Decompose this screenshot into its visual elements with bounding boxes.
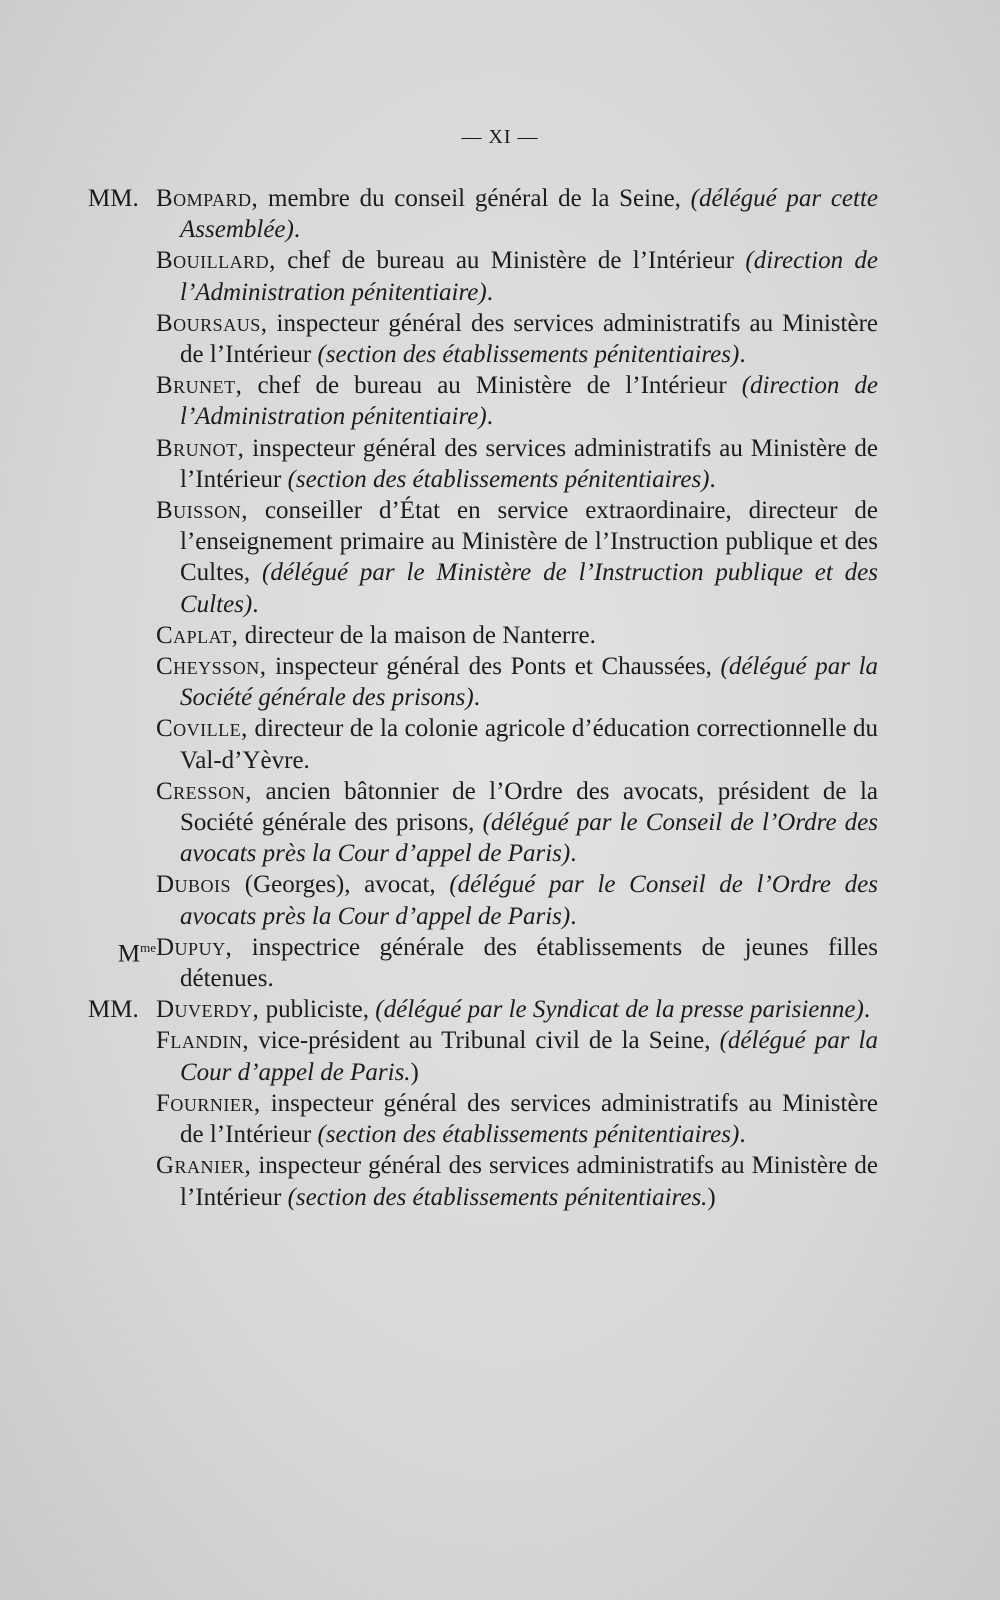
delegation-note: (délégué par le Conseil de l’Ordre des avocats près la Cour d’appel de Paris) bbox=[180, 809, 878, 868]
member-role: directeur de la colonie agricole d’éducation correctionnelle du Val-d’Yèvre. bbox=[180, 715, 878, 774]
member-role: directeur de la maison de Nanterre. bbox=[238, 621, 596, 649]
member-name: Dupuy, bbox=[156, 933, 233, 961]
punctuation: ) bbox=[707, 1183, 716, 1211]
member-role: inspecteur général des Ponts et Chaussées, bbox=[266, 653, 721, 681]
member-name: Boursaus, bbox=[156, 309, 268, 337]
punctuation: . bbox=[863, 996, 871, 1024]
member-name: Buisson, bbox=[156, 497, 248, 525]
member-role: inspecteur général des services administratifs au Ministère de l’Intérieur bbox=[180, 1089, 878, 1149]
list-item bbox=[88, 932, 878, 994]
list-item bbox=[88, 776, 878, 870]
delegation-note: (section des établissements pénitentiaires) bbox=[317, 1121, 740, 1149]
list-item bbox=[88, 495, 878, 620]
list-item bbox=[88, 620, 878, 651]
delegation-note: (délégué par cette Assemblée) bbox=[180, 185, 878, 244]
member-name: Flandin, bbox=[156, 1027, 250, 1055]
member-role: publiciste, bbox=[259, 996, 376, 1024]
punctuation: . bbox=[570, 902, 577, 930]
delegation-note: (délégué par le Ministère de l’Instruction publique et des Cultes) bbox=[180, 559, 878, 618]
list-item bbox=[88, 1088, 878, 1150]
punctuation: . bbox=[486, 403, 493, 431]
punctuation: . bbox=[293, 216, 301, 244]
list-item bbox=[88, 370, 878, 432]
list-item bbox=[88, 1025, 878, 1087]
member-name: Caplat, bbox=[156, 621, 239, 649]
list-item bbox=[88, 651, 878, 713]
member-role: (Georges), avocat, bbox=[231, 871, 450, 899]
page-number: — XI — bbox=[461, 126, 539, 148]
honorific: $M^{me}$ bbox=[117, 939, 156, 968]
member-role: membre du conseil général de la Seine, bbox=[258, 185, 691, 212]
delegation-note: (délégué par le Syndicat de la presse parisienne) bbox=[375, 996, 864, 1024]
punctuation: . bbox=[709, 465, 716, 493]
list-item bbox=[88, 994, 878, 1025]
delegation-note: (section des établissements pénitentiaires) bbox=[287, 465, 710, 493]
member-name: Cheysson, bbox=[156, 653, 267, 681]
member-name: Bompard, bbox=[156, 185, 259, 212]
member-role: inspectrice générale des établissements de jeunes filles détenues. bbox=[180, 933, 878, 993]
delegation-note: (section des établissements pénitentiaires. bbox=[287, 1183, 708, 1211]
list-item bbox=[88, 713, 878, 775]
member-role: ancien bâtonnier de l’Ordre des avocats, président de la Société générale des prisons, bbox=[180, 777, 878, 837]
member-role: conseiller d’État en service extraordinaire, directeur de l’enseignement primaire au Ministère de l’Instruction publique et des Cultes, bbox=[180, 497, 878, 587]
delegation-note: (direction de l’Administration pénitentiaire) bbox=[180, 247, 878, 306]
delegation-note: (direction de l’Administration pénitentiaire) bbox=[180, 372, 878, 431]
delegation-note: (délégué par la Société générale des prisons) bbox=[180, 653, 879, 712]
punctuation: . bbox=[252, 590, 259, 618]
list-item bbox=[88, 183, 878, 245]
list-item bbox=[88, 308, 878, 370]
member-name: Coville, bbox=[156, 715, 248, 743]
honorific: MM. bbox=[88, 996, 139, 1024]
member-name: Dubois bbox=[156, 871, 232, 899]
punctuation: . bbox=[739, 341, 746, 369]
member-role: chef de bureau au Ministère de l’Intérieur bbox=[242, 372, 742, 400]
delegation-note: (section des établissements pénitentiaires) bbox=[317, 341, 740, 369]
member-name: Cresson, bbox=[156, 777, 252, 805]
member-role: vice-président au Tribunal civil de la Seine, bbox=[249, 1027, 720, 1055]
member-name: Fournier, bbox=[156, 1089, 261, 1117]
punctuation: . bbox=[739, 1121, 746, 1149]
member-role: inspecteur général des services administratifs au Ministère de l’Intérieur bbox=[180, 1152, 878, 1211]
delegation-note: (délégué par le Conseil de l’Ordre des avocats près la Cour d’appel de Paris) bbox=[180, 871, 879, 930]
delegation-note: (délégué par la Cour d’appel de Paris. bbox=[180, 1027, 878, 1086]
member-name: Brunet, bbox=[156, 372, 243, 400]
member-name: Bouillard, bbox=[156, 247, 276, 275]
member-name: Duverdy, bbox=[156, 996, 260, 1024]
member-list bbox=[88, 183, 878, 1213]
list-item bbox=[88, 245, 878, 307]
punctuation: . bbox=[473, 684, 480, 712]
member-role: inspecteur général des services administratifs au Ministère de l’Intérieur bbox=[180, 309, 878, 369]
member-name: Brunot, bbox=[156, 434, 245, 462]
list-item bbox=[88, 433, 878, 495]
member-role: inspecteur général des services administratifs au Ministère de l’Intérieur bbox=[180, 434, 878, 493]
punctuation: . bbox=[570, 840, 577, 868]
member-name: Granier, bbox=[156, 1152, 252, 1180]
punctuation: . bbox=[486, 278, 493, 306]
list-item bbox=[88, 869, 878, 931]
list-item bbox=[88, 1150, 878, 1212]
punctuation: ) bbox=[410, 1058, 419, 1086]
honorific: MM. bbox=[88, 185, 139, 212]
member-role: chef de bureau au Ministère de l’Intérieur bbox=[275, 247, 746, 275]
